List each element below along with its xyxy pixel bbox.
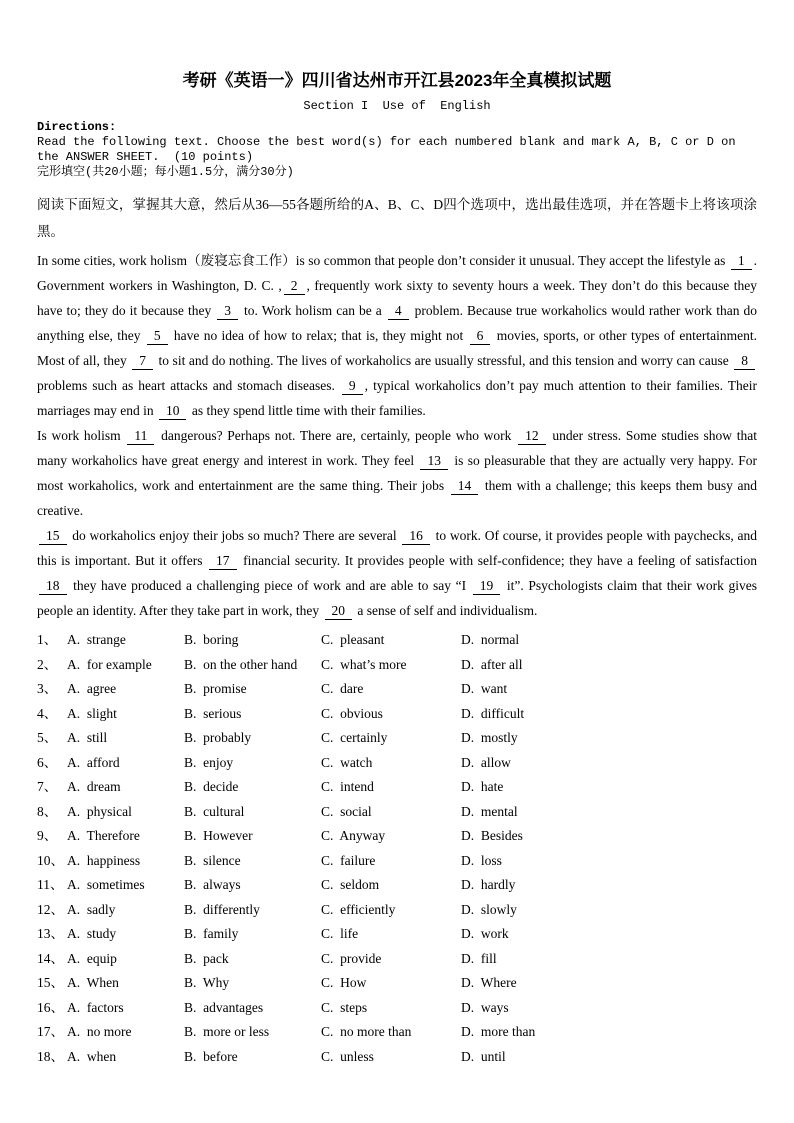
option-number: 5、 [37, 730, 58, 745]
option-row-12 [37, 898, 757, 923]
option-choice-b: B. advantages [184, 999, 264, 1015]
option-choice-a: A. still [67, 730, 108, 745]
blank-6: 6 [470, 327, 491, 345]
option-choice-b: B. always [184, 877, 241, 892]
blank-17: 17 [209, 552, 237, 570]
option-row-15 [37, 971, 757, 996]
options-list [37, 628, 757, 1069]
option-choice-c: C. what’s more [321, 656, 407, 672]
option-row-6 [37, 751, 757, 776]
option-choice-b: B. enjoy [184, 754, 234, 770]
option-choice-b: B. probably [184, 730, 252, 745]
option-number: 15、 [37, 975, 64, 990]
blank-10: 10 [159, 402, 187, 420]
option-choice-b: B. promise [184, 681, 247, 696]
passage-paragraph-3: 15 do workaholics enjoy their jobs so much? There are several 16 to work. Of course, it provides people with paychecks, and this is important. But it offers 17 financial security. It provides people with self-confidence; they have a feeling of satisfaction 18 they have produced a challenging piece of work and are able to say “I 19 it”. Psychologists claim that their work gives people an identity. After they take part in work, they 20 a sense of self and individualism. [37, 528, 758, 618]
option-choice-a: A. happiness [67, 852, 141, 868]
option-number: 10、 [37, 852, 64, 868]
exam-title: 考研《英语一》四川省达州市开江县2023年全真模拟试题 [182, 71, 612, 90]
option-choice-b: B. before [184, 1048, 238, 1064]
option-choice-d: D. normal [461, 632, 520, 647]
option-choice-c: C. provide [321, 950, 382, 966]
option-choice-b: B. serious [184, 705, 242, 721]
option-row-4 [37, 702, 757, 727]
option-choice-a: A. slight [67, 705, 117, 721]
option-choice-b: B. family [184, 926, 239, 941]
option-choice-d: D. mental [461, 803, 518, 819]
option-choice-a: A. strange [67, 632, 126, 647]
option-choice-d: D. Besides [461, 828, 523, 843]
option-choice-a: A. Therefore [67, 828, 140, 843]
option-choice-a: A. sometimes [67, 877, 145, 892]
option-choice-d: D. allow [461, 754, 511, 770]
option-choice-b: B. boring [184, 632, 239, 647]
option-choice-c: C. pleasant [321, 632, 385, 647]
chinese-instruction: 阅读下面短文，掌握其大意，然后从36—55各题所给的A、B、C、D四个选项中，选出最佳选项，并在答题卡上将该项涂黑。 [37, 197, 757, 239]
option-row-3 [37, 677, 757, 702]
option-choice-a: A. when [67, 1048, 117, 1064]
option-choice-d: D. fill [461, 950, 497, 966]
blank-5: 5 [147, 327, 168, 345]
option-number: 3、 [37, 681, 58, 696]
option-row-10 [37, 849, 757, 874]
passage-paragraph-1: In some cities, work holism（废寝忘食工作）is so common that people don’t consider it unusual. They accept the lifestyle as 1 . Government workers in Washington, D. C. , 2 , frequently work sixty to seventy hours a week. They don’t do this because they have to; they do it because they 3 to. Work holism can be a 4 problem. Because true workaholics would rather work than do anything else, they 5 have no idea of how to relax; that is, they might not 6 movies, sports, or other types of entertainment. Most of all, they 7 to sit and do nothing. The lives of workaholics are usually stressful, and this tension and worry can cause 8 problems such as heart attacks and stomach diseases. 9 , typical workaholics don’t pay much attention to their families. Their marriages may end in 10 as they spend little time with their families. [37, 253, 758, 418]
option-choice-b: B. differently [184, 901, 260, 917]
option-choice-a: A. equip [67, 950, 117, 966]
option-choice-c: C. unless [321, 1048, 374, 1064]
option-number: 6、 [37, 754, 58, 770]
option-choice-b: B. However [184, 828, 253, 843]
option-row-17 [37, 1020, 757, 1045]
blank-19: 19 [473, 577, 501, 595]
section-heading: Section I Use of English [303, 99, 491, 113]
option-row-13 [37, 922, 757, 947]
option-number: 9、 [37, 828, 58, 843]
option-choice-a: A. afford [67, 754, 120, 770]
blank-2: 2 [284, 277, 305, 295]
option-choice-d: D. Where [461, 975, 517, 990]
option-choice-a: A. no more [67, 1024, 132, 1039]
option-choice-d: D. after all [461, 656, 523, 672]
option-choice-c: C. How [321, 975, 367, 990]
option-row-7 [37, 775, 757, 800]
option-choice-b: B. more or less [184, 1024, 270, 1039]
option-choice-d: D. mostly [461, 730, 518, 745]
option-choice-c: C. efficiently [321, 901, 396, 917]
option-row-14 [37, 947, 757, 972]
option-choice-d: D. hardly [461, 877, 516, 892]
option-choice-c: C. watch [321, 754, 373, 770]
option-choice-b: B. decide [184, 779, 239, 794]
option-choice-c: C. failure [321, 852, 376, 868]
option-number: 12、 [37, 901, 64, 917]
option-choice-c: C. dare [321, 681, 364, 696]
option-number: 11、 [37, 877, 64, 892]
option-choice-a: A. factors [67, 999, 124, 1015]
option-row-9 [37, 824, 757, 849]
blank-7: 7 [132, 352, 153, 370]
blank-14: 14 [451, 477, 479, 495]
blank-9: 9 [342, 377, 363, 395]
option-choice-d: D. loss [461, 852, 502, 868]
blank-11: 11 [127, 427, 154, 445]
option-number: 14、 [37, 950, 64, 966]
blank-1: 1 [731, 252, 752, 270]
directions-label: Directions: [37, 120, 117, 134]
option-choice-c: C. social [321, 803, 372, 819]
option-choice-a: A. agree [67, 681, 117, 696]
option-row-1 [37, 628, 757, 653]
option-choice-a: A. study [67, 926, 117, 941]
option-choice-b: B. Why [184, 975, 230, 990]
option-row-11 [37, 873, 757, 898]
option-row-16 [37, 996, 757, 1021]
option-choice-b: B. cultural [184, 803, 245, 819]
option-row-8 [37, 800, 757, 825]
option-row-18 [37, 1045, 757, 1070]
option-row-5 [37, 726, 757, 751]
option-number: 8、 [37, 803, 58, 819]
option-choice-a: A. physical [67, 803, 132, 819]
option-choice-a: A. When [67, 975, 119, 990]
option-number: 13、 [37, 926, 64, 941]
directions-text: Read the following text. Choose the best word(s) for each numbered blank and mark A, B, C or D on the ANSWER SHEET. (10 points) [37, 135, 743, 164]
option-choice-d: D. until [461, 1048, 506, 1064]
blank-13: 13 [420, 452, 448, 470]
option-choice-c: C. obvious [321, 705, 383, 721]
score-line: 完形填空(共20小题；每小题1.5分，满分30分) [37, 165, 294, 179]
option-choice-c: C. no more than [321, 1024, 412, 1039]
option-choice-c: C. Anyway [321, 828, 386, 843]
option-number: 7、 [37, 779, 58, 794]
option-choice-c: C. seldom [321, 877, 380, 892]
option-choice-d: D. ways [461, 999, 509, 1015]
option-number: 4、 [37, 705, 58, 721]
option-choice-b: B. silence [184, 852, 241, 868]
blank-20: 20 [325, 602, 353, 620]
blank-4: 4 [388, 302, 409, 320]
option-choice-b: B. on the other hand [184, 656, 298, 672]
option-choice-c: C. life [321, 926, 359, 941]
option-choice-d: D. difficult [461, 705, 525, 721]
option-choice-c: C. certainly [321, 730, 388, 745]
passage-paragraph-2: Is work holism 11 dangerous? Perhaps not. There are, certainly, people who work 12 under stress. Some studies show that many workaholics have great energy and interest in work. They feel 13 is so pleasurable that they are actually very happy. For most workaholics, work and entertainment are the same thing. Their jobs 14 them with a challenge; this keeps them busy and creative. [37, 428, 758, 518]
option-choice-a: A. for example [67, 656, 152, 672]
option-choice-d: D. hate [461, 779, 504, 794]
option-number: 2、 [37, 656, 58, 672]
option-choice-c: C. steps [321, 999, 368, 1015]
option-choice-a: A. sadly [67, 901, 116, 917]
option-choice-d: D. want [461, 681, 508, 696]
option-choice-d: D. more than [461, 1024, 536, 1039]
option-number: 1、 [37, 632, 58, 647]
blank-18: 18 [39, 577, 67, 595]
blank-15: 15 [39, 527, 67, 545]
option-choice-d: D. work [461, 926, 509, 941]
option-choice-a: A. dream [67, 779, 121, 794]
option-choice-b: B. pack [184, 950, 229, 966]
blank-8: 8 [734, 352, 755, 370]
blank-12: 12 [518, 427, 546, 445]
blank-3: 3 [217, 302, 238, 320]
option-choice-d: D. slowly [461, 901, 517, 917]
blank-16: 16 [402, 527, 430, 545]
option-number: 18、 [37, 1048, 64, 1064]
option-number: 17、 [37, 1024, 64, 1039]
option-row-2 [37, 653, 757, 678]
option-choice-c: C. intend [321, 779, 374, 794]
option-number: 16、 [37, 999, 64, 1015]
